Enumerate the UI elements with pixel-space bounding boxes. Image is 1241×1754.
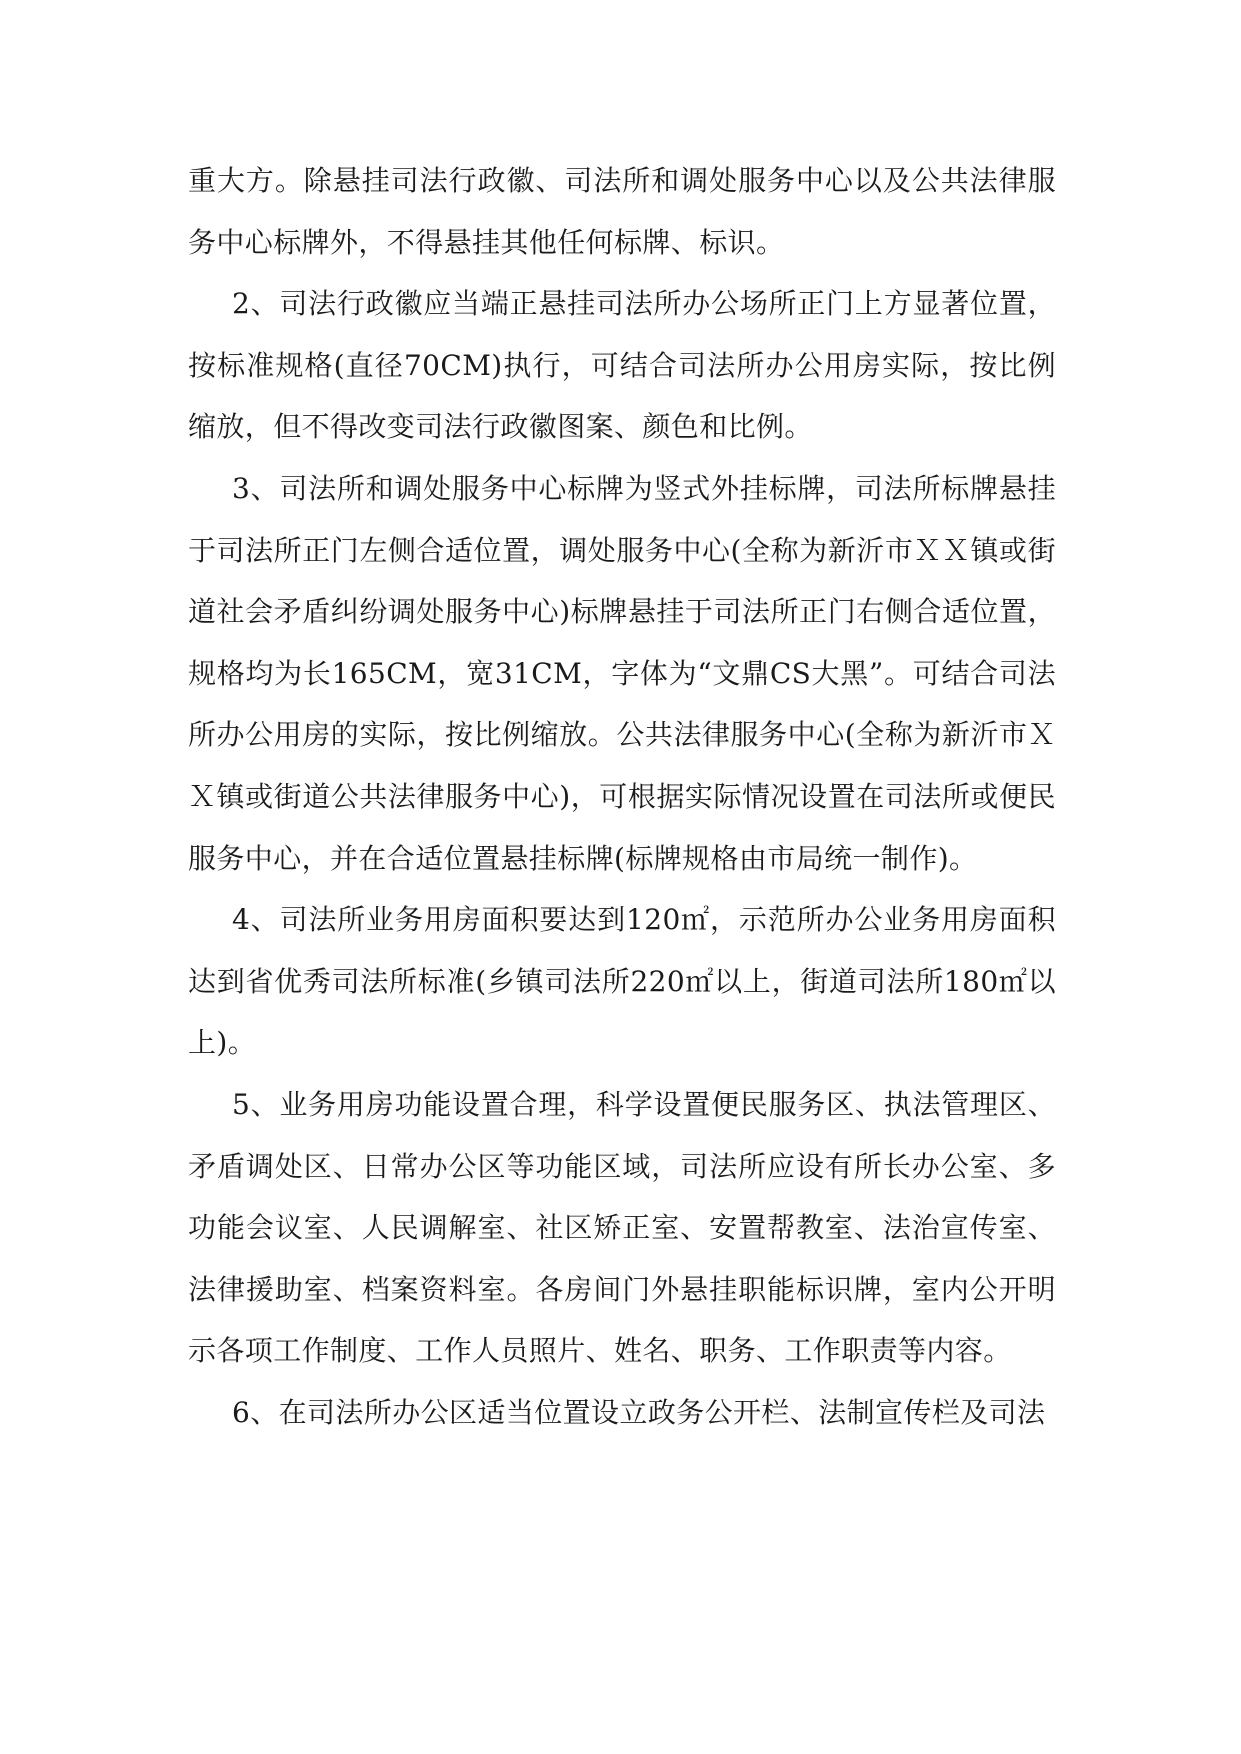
document-body xyxy=(188,150,1056,1443)
paragraph-continuation: 重大方。除悬挂司法行政徽、司法所和调处服务中心以及公共法律服务中心标牌外，不得悬挂其他任何标牌、标识。 xyxy=(188,164,1056,259)
paragraph-item-6: 6、在司法所办公区适当位置设立政务公开栏、法制宣传栏及司法 xyxy=(232,1395,1046,1429)
paragraph-item-3: 3、司法所和调处服务中心标牌为竖式外挂标牌，司法所标牌悬挂于司法所正门左侧合适位置，调处服务中心(全称为新沂市ＸＸ镇或街道社会矛盾纠纷调处服务中心)标牌悬挂于司法所正门右侧合适位置，规格均为长165CM，宽31CM，字体为“文鼎CS大黑”。可结合司法所办公用房的实际，按比例缩放。公共法律服务中心(全称为新沂市ＸＸ镇或街道公共法律服务中心)，可根据实际情况设置在司法所或便民服务中心，并在合适位置悬挂标牌(标牌规格由市局统一制作)。 xyxy=(188,471,1056,875)
paragraph-item-4: 4、司法所业务用房面积要达到120㎡，示范所办公业务用房面积达到省优秀司法所标准(乡镇司法所220㎡以上，街道司法所180㎡以上)。 xyxy=(188,903,1056,1060)
paragraph-item-2: 2、司法行政徽应当端正悬挂司法所办公场所正门上方显著位置，按标准规格(直径70CM)执行，可结合司法所办公用房实际，按比例缩放，但不得改变司法行政徽图案、颜色和比例。 xyxy=(188,287,1056,444)
paragraph-item-5: 5、业务用房功能设置合理，科学设置便民服务区、执法管理区、矛盾调处区、日常办公区等功能区域，司法所应设有所长办公室、多功能会议室、人民调解室、社区矫正室、安置帮教室、法治宣传室、法律援助室、档案资料室。各房间门外悬挂职能标识牌，室内公开明示各项工作制度、工作人员照片、姓名、职务、工作职责等内容。 xyxy=(188,1087,1056,1368)
